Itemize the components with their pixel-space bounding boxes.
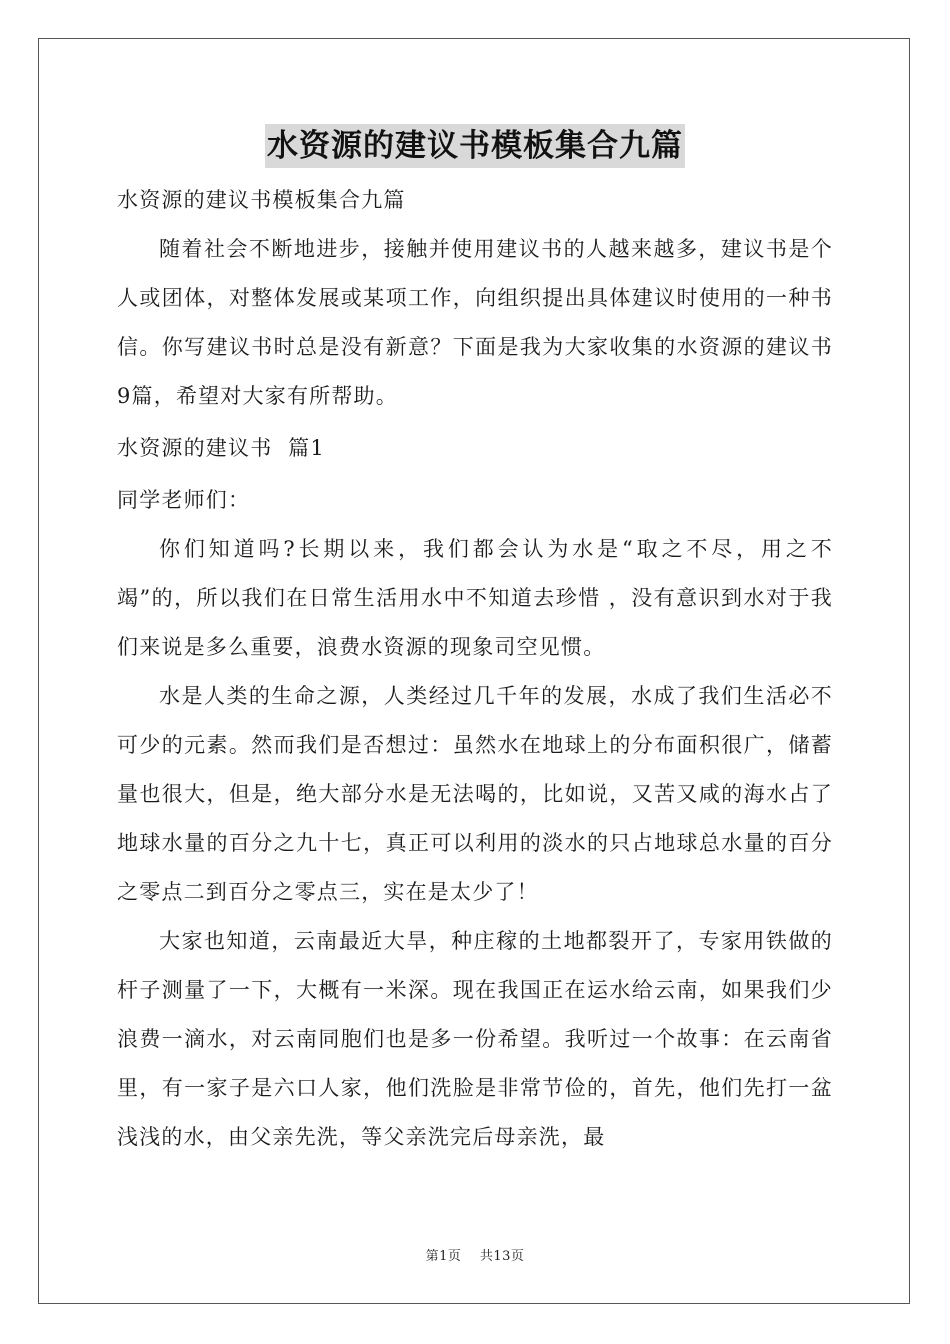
document-subtitle: 水资源的建议书模板集合九篇 [117, 188, 406, 212]
title-wrap [0, 124, 950, 168]
intro-paragraph: 随着社会不断地进步，接触并使用建议书的人越来越多，建议书是个人或团体，对整体发展或某项工作，向组织提出具体建议时使用的一种书信。你写建议书时总是没有新意？下面是我为大家收集的水资源的建议书9篇，希望对大家有所帮助。 [117, 237, 833, 408]
salutation: 同学老师们： [117, 488, 251, 512]
body-paragraph: 大家也知道，云南最近大旱，种庄稼的土地都裂开了，专家用铁做的杆子测量了一下，大概有一米深。现在我国正在运水给云南，如果我们少浪费一滴水，对云南同胞们也是多一份希望。我听过一个故事：在云南省里，有一家子是六口人家，他们洗脸是非常节俭的，首先，他们先打一盆浅浅的水，由父亲先洗，等父亲洗完后母亲洗，最 [117, 929, 833, 1149]
document-body [117, 176, 833, 1162]
page-footer [0, 1245, 950, 1264]
body-paragraph: 水是人类的生命之源，人类经过几千年的发展，水成了我们生活必不可少的元素。然而我们是否想过：虽然水在地球上的分布面积很广，储蓄量也很大，但是，绝大部分水是无法喝的，比如说，又苦又咸的海水占了地球水量的百分之九十七，真正可以利用的淡水的只占地球总水量的百分之零点二到百分之零点三，实在是太少了！ [117, 684, 833, 904]
body-paragraph: 你们知道吗?长期以来，我们都会认为水是“取之不尽，用之不竭”的，所以我们在日常生活用水中不知道去珍惜 ，没有意识到水对于我们来说是多么重要，浪费水资源的现象司空见惯。 [117, 537, 833, 659]
section-heading: 水资源的建议书 篇1 [117, 436, 325, 460]
page-number: 第1页 共13页 [425, 1249, 525, 1264]
document-title: 水资源的建议书模板集合九篇 [265, 124, 685, 168]
